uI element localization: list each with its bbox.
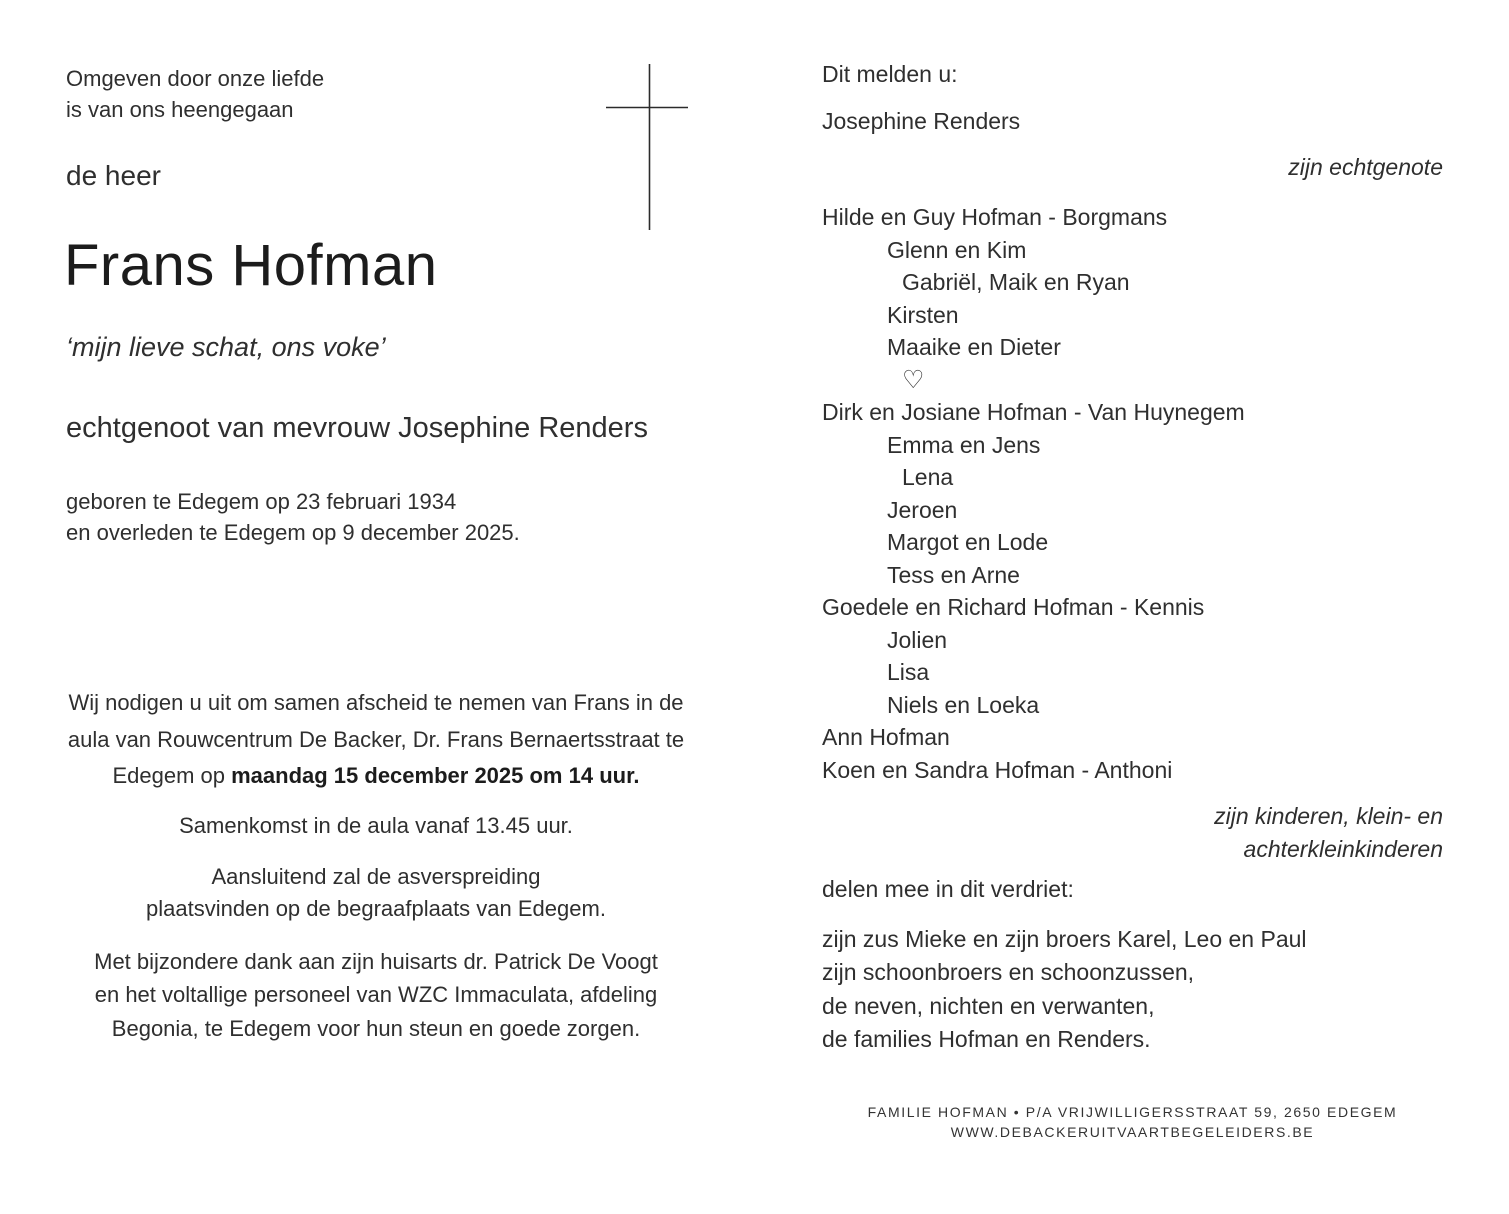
intro-text <box>66 63 324 125</box>
birth-death-lines <box>66 486 520 548</box>
relatives-line: de neven, nichten en verwanten, <box>822 992 1155 1019</box>
thanks-line: Begonia, te Edegem voor hun steun en goede zorgen. <box>111 1015 641 1041</box>
salutation: de heer <box>66 160 161 191</box>
footer-address-line: FAMILIE HOFMAN • P/A VRIJWILLIGERSSTRAAT 59, 2650 EDEGEM <box>867 1104 1398 1120</box>
family-heart-row <box>822 364 1443 397</box>
relatives-line: zijn zus Mieke en zijn broers Karel, Leo en Paul <box>822 926 1307 952</box>
thanks-line: en het voltallige personeel van WZC Immaculata, afdeling <box>94 982 658 1008</box>
cross-icon <box>598 58 698 238</box>
widow-name: Josephine Renders <box>822 108 1021 134</box>
widow-role: zijn echtgenote <box>1288 154 1443 180</box>
family-member: Niels en Loeka <box>887 691 1040 718</box>
children-role-line: achterkleinkinderen <box>1243 835 1443 862</box>
ashes-paragraph <box>66 861 686 925</box>
intro-line: Omgeven door onze liefde <box>66 66 325 91</box>
family-member: Tess en Arne <box>887 561 1020 588</box>
heart-icon: ♡ <box>902 365 925 394</box>
family-member: Jolien <box>887 626 948 653</box>
birth-line: geboren te Edegem op 23 februari 1934 <box>66 489 457 514</box>
relatives-lines <box>822 923 1443 1056</box>
family-member: Maaike en Dieter <box>887 334 1061 360</box>
family-member: Glenn en Kim <box>887 236 1027 263</box>
intro-line: is van ons heengegaan <box>66 97 294 122</box>
family-member: Dirk en Josiane Hofman - Van Huynegem <box>822 399 1245 425</box>
ashes-line: Aansluitend zal de asverspreiding <box>211 864 541 889</box>
family-member: Goedele en Richard Hofman - Kennis <box>822 594 1205 620</box>
thanks-line: Met bijzondere dank aan zijn huisarts dr. Patrick De Voogt <box>94 949 658 974</box>
children-role <box>822 800 1443 865</box>
spouse-line: echtgenoot van mevrouw Josephine Renders <box>66 412 648 444</box>
family-member: Kirsten <box>887 301 959 328</box>
footer-website-line: WWW.DEBACKERUITVAARTBEGELEIDERS.BE <box>950 1123 1315 1140</box>
invitation-date-bold: maandag 15 december 2025 om 14 uur. <box>231 763 640 788</box>
gathering-line: Samenkomst in de aula vanaf 13.45 uur. <box>179 813 573 838</box>
invitation-paragraph <box>66 685 686 795</box>
family-member: Lena <box>902 464 954 490</box>
family-member: Gabriël, Maik en Ryan <box>902 269 1130 295</box>
family-member: Ann Hofman <box>822 724 950 750</box>
family-list <box>822 201 1443 786</box>
family-member: Emma en Jens <box>887 431 1041 458</box>
ashes-line: plaatsvinden op de begraafplaats van Edegem. <box>146 896 606 921</box>
family-member: Jeroen <box>887 496 958 523</box>
relatives-line: zijn schoonbroers en schoonzussen, <box>822 959 1195 986</box>
personal-quote: ‘mijn lieve schat, ons voke’ <box>66 332 386 362</box>
invitation-date-pre: Edegem op <box>112 763 232 788</box>
family-member: Koen en Sandra Hofman - Anthoni <box>822 756 1173 783</box>
deceased-name: Frans Hofman <box>64 233 438 298</box>
invitation-line: aula van Rouwcentrum De Backer, Dr. Frans Bernaertsstraat te <box>67 726 685 752</box>
footer <box>822 1103 1443 1142</box>
invitation-line-date <box>66 758 686 795</box>
family-member: Margot en Lode <box>887 529 1049 555</box>
death-line: en overleden te Edegem op 9 december 2025. <box>66 520 520 545</box>
announcement-label: Dit melden u: <box>822 61 958 87</box>
children-role-line: zijn kinderen, klein- en <box>1214 803 1443 829</box>
relatives-line: de families Hofman en Renders. <box>822 1025 1151 1052</box>
family-member: Lisa <box>887 659 930 685</box>
invitation-line: Wij nodigen u uit om samen afscheid te nemen van Frans in de <box>68 690 684 715</box>
share-label: delen mee in dit verdriet: <box>822 876 1074 902</box>
family-member: Hilde en Guy Hofman - Borgmans <box>822 204 1168 230</box>
thanks-paragraph <box>66 945 686 1045</box>
